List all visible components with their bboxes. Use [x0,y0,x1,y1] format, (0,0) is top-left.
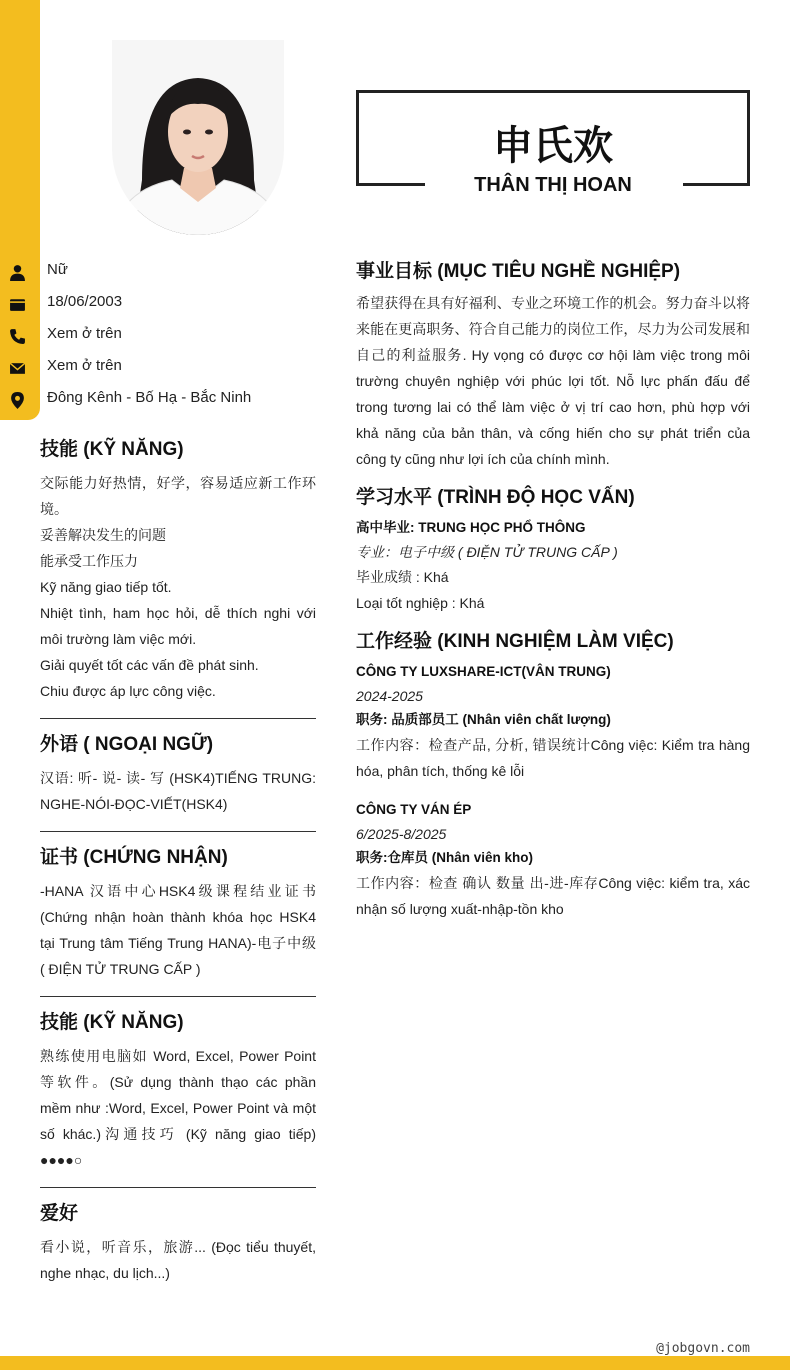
skills-line: Giải quyết tốt các vấn đề phát sinh. [40,657,259,673]
calendar-icon [9,296,26,313]
section-divider [40,718,316,719]
job-company: CÔNG TY LUXSHARE-ICT(VÂN TRUNG) [356,664,611,679]
skills-line: 交际能力好热情，好学，容易适应新工作环境。 [40,475,316,517]
profile-photo [112,40,284,235]
job-position: 职务:仓库员 (Nhân viên kho) [356,850,534,865]
job-entry [356,660,750,784]
left-column [40,438,316,1286]
skills-line: Kỹ năng giao tiếp tốt. [40,579,172,595]
certificates-text: -HANA 汉语中心HSK4级课程结业证书 (Chứng nhận hoàn thành khóa học HSK4 tại Trung tâm Tiếng Trung HANA)-电子中级 ( ĐIỆN TỬ TRUNG CẤP ) [40,883,316,977]
hobbies-text: 看小说，听音乐，旅游... (Đọc tiểu thuyết, nghe nhạc, du lịch...) [40,1239,316,1281]
bottom-accent-strip [0,1356,790,1370]
education-major: 专业：电子中级 ( ĐIỆN TỬ TRUNG CẤP ) [356,544,618,560]
computer-skills-section [40,1011,316,1173]
skills-line: 能承受工作压力 [40,553,138,569]
skills-line: Nhiệt tình, ham học hỏi, dễ thích nghi với môi trường làm việc mới. [40,605,316,647]
skills-line: Chiu được áp lực công việc. [40,683,216,699]
computer-skills-text: 熟练使用电脑如 Word, Excel, Power Point 等软件。(Sử dụng thành thạo các phần mềm như :Word, Excel, Power Point và một số khác.)沟通技巧 (Kỹ năng giao tiếp) ●●●●○ [40,1048,316,1168]
section-divider [40,996,316,997]
education-section [356,486,750,616]
skills-line: 妥善解决发生的问题 [40,527,166,543]
contact-address-text: Đông Kênh - Bố Hạ - Bắc Ninh [47,389,252,406]
objective-section [356,260,750,472]
job-period: 6/2025-8/2025 [356,826,447,842]
contact-phone [0,320,330,352]
section-divider [40,831,316,832]
job-position: 职务: 品质部员工 (Nhân viên chất lượng) [356,712,611,727]
skills-section [40,438,316,704]
education-grade: 毕业成绩 : Khá [356,569,449,585]
section-divider [40,1187,316,1188]
name-chinese: 申氏欢 [493,123,613,169]
job-entry [356,798,750,922]
contact-phone-text: Xem ở trên [47,325,122,342]
experience-section [356,630,750,922]
job-description: 工作内容：检查产品, 分析, 错误统计Công việc: Kiểm tra hàng hóa, phân tích, thống kê lỗi [356,737,750,779]
mail-icon [9,360,26,377]
computer-skills-title: 技能 (KỸ NĂNG) [40,1012,184,1033]
name-vietnamese: THÂN THỊ HOAN [474,174,632,196]
contact-email [0,352,330,384]
person-icon [9,264,26,281]
job-period: 2024-2025 [356,688,423,704]
phone-icon [9,328,26,345]
objective-text: 希望获得在具有好福利、专业之环境工作的机会。努力奋斗以将来能在更高职务、符合自己能力的岗位工作，尽力为公司发展和自己的利益服务. Hy vọng có được cơ hội làm việc trong môi trường chuyên nghiệp với phúc lợi tốt. Nỗ lực phấn đấu để trong tương lai có thể làm việc ở vị trí cao hơn, phù hợp với khả năng của bản thân, và cống hiến cho sự phát triển của công ty cũng như lợi ích của chính mình. [356,295,750,467]
languages-title: 外语 ( NGOẠI NGỮ) [40,734,214,755]
languages-section [40,733,316,817]
hobbies-title: 爱好 [40,1203,79,1224]
contact-gender [0,256,330,288]
certificates-section [40,846,316,982]
skills-title: 技能 (KỸ NĂNG) [40,439,184,460]
contact-gender-text: Nữ [47,261,68,278]
hobbies-section [40,1202,316,1286]
location-pin-icon [9,392,26,409]
languages-text: 汉语: 听- 说- 读- 写 (HSK4)TIẾNG TRUNG: NGHE-NÓI-ĐỌC-VIẾT(HSK4) [40,770,316,812]
contact-birthdate [0,288,330,320]
job-description: 工作内容：检查 确认 数量 出-进-库存Công việc: kiểm tra, xác nhận số lượng xuất-nhập-tồn kho [356,875,750,917]
contact-birthdate-text: 18/06/2003 [47,293,123,310]
education-rank: Loại tốt nghiệp : Khá [356,595,485,611]
job-company: CÔNG TY VÁN ÉP [356,802,472,817]
right-column [356,260,750,936]
contact-email-text: Xem ở trên [47,357,122,374]
contact-address [0,384,330,416]
education-title: 学习水平 (TRÌNH ĐỘ HỌC VẤN) [356,487,635,508]
watermark-text: @jobgovn.com [656,1341,750,1356]
experience-title: 工作经验 (KINH NGHIỆM LÀM VIỆC) [356,631,674,652]
education-school: 高中毕业: TRUNG HỌC PHỔ THÔNG [356,520,586,535]
certificates-title: 证书 (CHỨNG NHẬN) [40,847,228,868]
objective-title: 事业目标 (MỤC TIÊU NGHỀ NGHIỆP) [356,261,681,282]
